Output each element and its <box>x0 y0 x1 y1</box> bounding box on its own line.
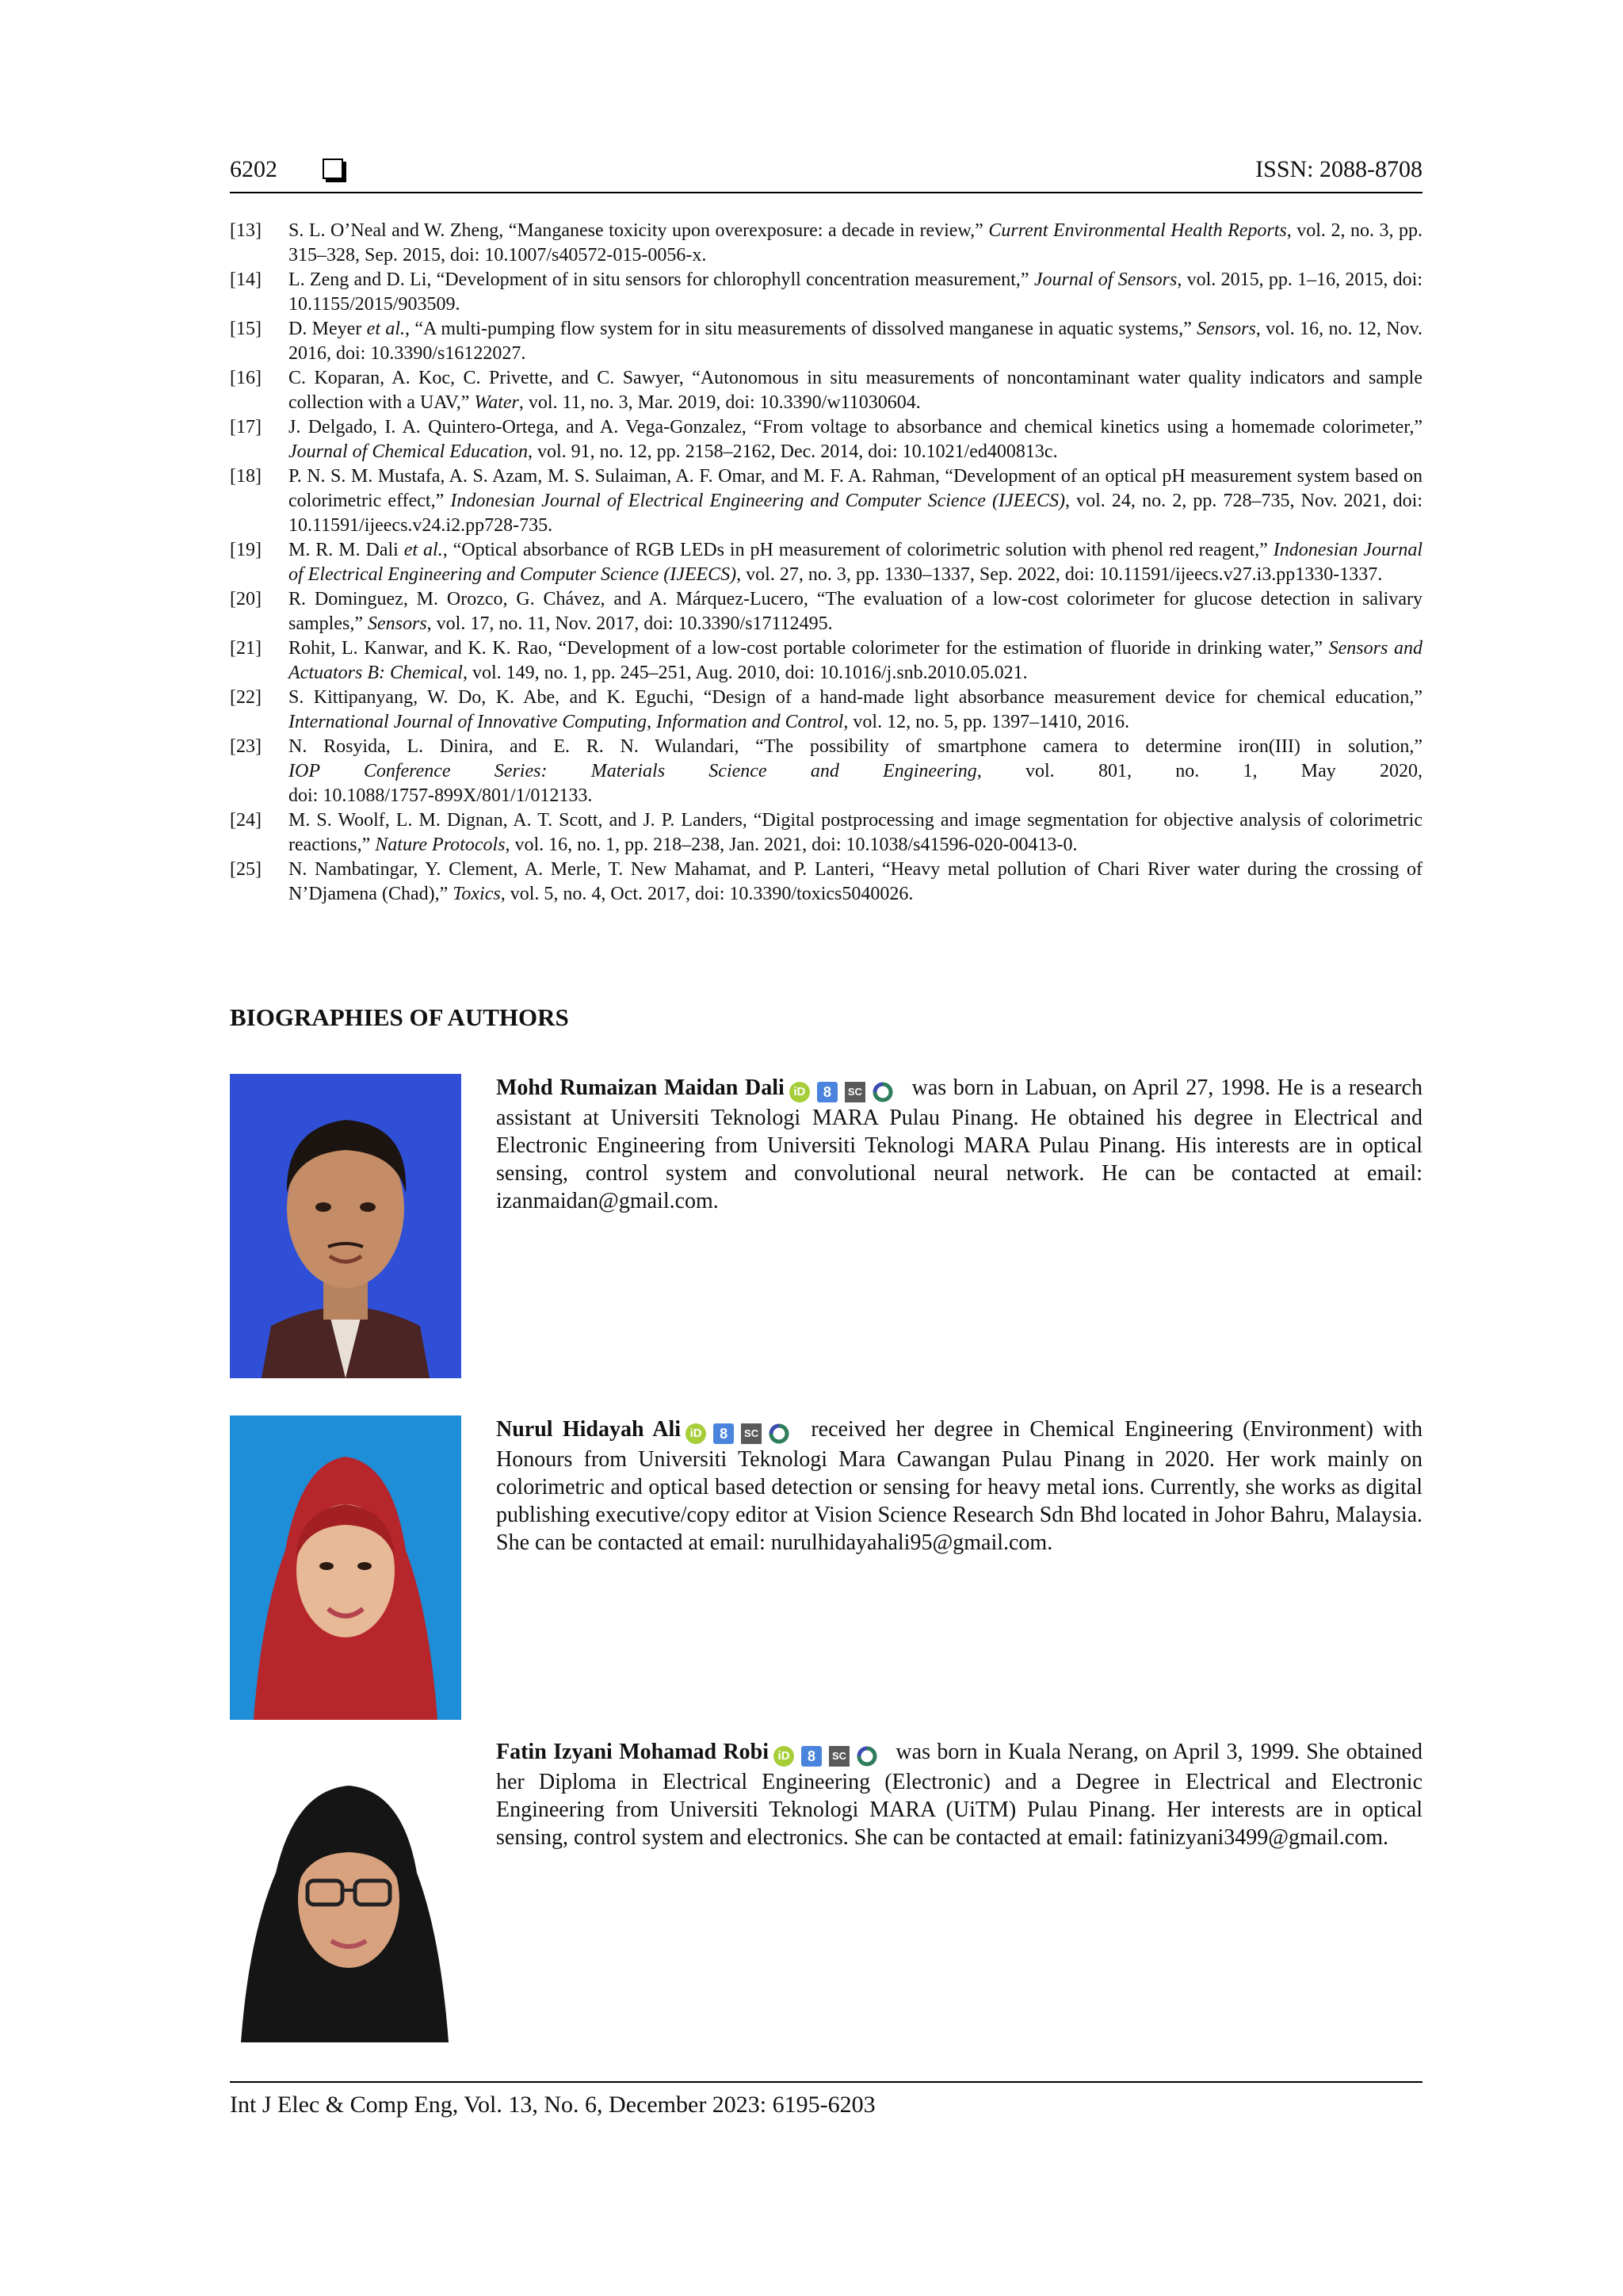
reference-number: [19] <box>230 540 262 560</box>
reference-italic-text: International Journal of Innovative Computing, Information and Control <box>288 712 844 732</box>
reference-list <box>230 219 1423 907</box>
biographies-heading: BIOGRAPHIES OF AUTHORS <box>230 1003 569 1031</box>
reference-body <box>288 686 1423 735</box>
reference-italic-text: Indonesian Journal of Electrical Engineering and Computer Science (IJEECS) <box>288 540 1423 585</box>
reference-item <box>230 366 1423 415</box>
orcid-icon[interactable]: iD <box>685 1423 706 1444</box>
reference-body <box>288 808 1423 858</box>
google-scholar-icon[interactable]: 8 <box>801 1746 822 1767</box>
reference-number: [23] <box>230 736 262 757</box>
scopus-icon[interactable]: SC <box>741 1423 762 1444</box>
reference-text: S. L. O’Neal and W. Zheng, “Manganese toxicity upon overexposure: a decade in review,” <box>288 220 989 241</box>
reference-number: [22] <box>230 687 262 708</box>
google-scholar-icon[interactable]: 8 <box>817 1082 838 1102</box>
reference-text: , vol. 27, no. 3, pp. 1330–1337, Sep. 2022, doi: 10.11591/ijeecs.v27.i3.pp1330-1337. <box>736 564 1383 585</box>
reference-item <box>230 415 1423 464</box>
reference-italic-text: Indonesian Journal of Electrical Engineering and Computer Science (IJEECS) <box>450 491 1065 511</box>
reference-number: [17] <box>230 417 262 437</box>
reference-italic-text: Sensors <box>367 613 427 634</box>
reference-body <box>288 636 1423 686</box>
reference-text: , vol. 16, no. 12, Nov. 2016, doi: 10.3390/s16122027. <box>288 319 1423 364</box>
author-name-2: Nurul Hidayah Ali <box>496 1417 682 1442</box>
reference-item <box>230 808 1423 858</box>
orcid-icon[interactable]: iD <box>773 1746 794 1767</box>
reference-line <box>288 784 1423 808</box>
reference-italic-text: Toxics <box>453 884 501 904</box>
reference-text: Rohit, L. Kanwar, and K. K. Rao, “Development of a low-cost portable colorimeter for the estimation of fluoride in drinking water,” <box>288 638 1329 659</box>
reference-italic-text: Sensors <box>1197 319 1256 339</box>
author-bio-text-2: received her degree in Chemical Engineering (Environment) with Honours from Universiti Teknologi Mara Cawangan Pulau Pinang in 2020. Her work mainly on colorimetric and optical based detection or sensing for heavy metal ions. Currently, she works as digital publishing executive/copy editor at Vision Science Research Sdn Bhd located in Johor Bahru, Malaysia. She can be contacted at email: nurulhidayahali95@gmail.com. <box>496 1417 1423 1555</box>
reference-italic-text: Water <box>474 392 519 413</box>
reference-italic-text: et al. <box>366 319 406 339</box>
author-profile-badges-3 <box>773 1740 884 1768</box>
reference-number: [18] <box>230 466 262 487</box>
reference-body <box>288 317 1423 366</box>
reference-text: , vol. 91, no. 12, pp. 2158–2162, Dec. 2014, doi: 10.1021/ed400813c. <box>527 441 1058 462</box>
page-header <box>230 154 1423 193</box>
author-profile-badges-2 <box>685 1418 796 1446</box>
publons-icon[interactable] <box>857 1746 877 1767</box>
reference-body <box>288 587 1423 636</box>
reference-item <box>230 858 1423 907</box>
reference-number: [25] <box>230 859 262 880</box>
reference-text: doi: 10.1088/1757-899X/801/1/012133. <box>288 785 593 806</box>
reference-text: , vol. 12, no. 5, pp. 1397–1410, 2016. <box>843 712 1130 732</box>
reference-text: , “Optical absorbance of RGB LEDs in pH measurement of colorimetric solution with phenol red reagent,” <box>442 540 1274 560</box>
reference-text: , vol. 24, no. 2, pp. 728–735, Nov. 2021, doi: 10.11591/ijeecs.v24.i2.pp728-735. <box>288 491 1423 536</box>
reference-text: , vol. 149, no. 1, pp. 245–251, Aug. 2010, doi: 10.1016/j.snb.2010.05.021. <box>462 663 1028 683</box>
reference-text: N. Rosyida, L. Dinira, and E. R. N. Wulandari, “The possibility of smartphone camera to determine iron(III) in solution,” <box>288 736 1423 757</box>
author-bio-text-3: was born in Kuala Nerang, on April 3, 1999. She obtained her Diploma in Electrical Engineering (Electronic) and a Degree in Electrical and Electronic Engineering from Universiti Teknologi MARA (UiTM) Pulau Pinang. Her interests are in optical sensing, control system and electronics. She can be contacted at email: fatinizyani3499@gmail.com. <box>496 1740 1423 1850</box>
reference-text: , vol. 17, no. 11, Nov. 2017, doi: 10.3390/s17112495. <box>426 613 833 634</box>
reference-body <box>288 735 1423 808</box>
reference-item <box>230 219 1423 268</box>
reference-number: [16] <box>230 368 262 388</box>
reference-item <box>230 268 1423 317</box>
author-photo-1 <box>230 1074 461 1378</box>
reference-item <box>230 686 1423 735</box>
reference-text: , vol. 2, no. 3, pp. 315–328, Sep. 2015, doi: 10.1007/s40572-015-0056-x. <box>288 220 1423 266</box>
reference-italic-text: Sensors and Actuators B: Chemical <box>288 638 1423 683</box>
reference-body <box>288 366 1423 415</box>
reference-text: L. Zeng and D. Li, “Development of in situ sensors for chlorophyll concentration measurement,” <box>288 269 1034 290</box>
reference-item <box>230 317 1423 366</box>
reference-italic-text: et al. <box>403 540 443 560</box>
reference-text: , “A multi-pumping flow system for in situ measurements of dissolved manganese in aquatic systems,” <box>405 319 1197 339</box>
reference-number: [21] <box>230 638 262 659</box>
reference-item <box>230 735 1423 808</box>
reference-text: , vol. 2015, pp. 1–16, 2015, doi: 10.1155/2015/903509. <box>288 269 1423 315</box>
reference-text: R. Dominguez, M. Orozco, G. Chávez, and A. Márquez-Lucero, “The evaluation of a low-cost colorimeter for glucose detection in salivary samples,” <box>288 589 1423 634</box>
reference-body <box>288 268 1423 317</box>
orcid-icon[interactable]: iD <box>789 1082 810 1102</box>
reference-text: M. R. M. Dali <box>288 540 404 560</box>
author-bio-text-1: was born in Labuan, on April 27, 1998. He is a research assistant at Universiti Teknologi MARA Pulau Pinang. He obtained his degree in Electrical and Electronic Engineering from Universiti Teknologi MARA Pulau Pinang. His interests are in optical sensing, control system and convolutional neural network. He can be contacted at email: izanmaidan@gmail.com. <box>496 1075 1423 1213</box>
reference-text: D. Meyer <box>288 319 367 339</box>
author-name-1: Mohd Rumaizan Maidan Dali <box>496 1075 785 1100</box>
reference-text: C. Koparan, A. Koc, C. Privette, and C. Sawyer, “Autonomous in situ measurements of noncontaminant water quality indicators and sample collection with a UAV,” <box>288 368 1423 413</box>
publons-icon[interactable] <box>769 1423 789 1444</box>
reference-text: , vol. 11, no. 3, Mar. 2019, doi: 10.3390/w11030604. <box>518 392 921 413</box>
google-scholar-icon[interactable]: 8 <box>713 1423 734 1444</box>
reference-number: [15] <box>230 319 262 339</box>
reference-line <box>288 735 1423 759</box>
scopus-icon[interactable]: SC <box>845 1082 865 1102</box>
reference-body <box>288 219 1423 268</box>
page-number: 6202 <box>230 156 277 182</box>
reference-item <box>230 636 1423 686</box>
publons-icon[interactable] <box>873 1082 893 1102</box>
author-photo-3 <box>230 1738 461 2042</box>
reference-text: J. Delgado, I. A. Quintero-Ortega, and A. Vega-Gonzalez, “From voltage to absorbance and chemical kinetics using a homemade colorimeter,” <box>288 417 1423 437</box>
author-photo-2 <box>230 1415 461 1720</box>
reference-italic-text: Journal of Chemical Education <box>288 441 528 462</box>
reference-body <box>288 464 1423 538</box>
reference-body <box>288 538 1423 587</box>
reference-number: [24] <box>230 810 262 831</box>
reference-line <box>288 759 1423 784</box>
reference-text: M. S. Woolf, L. M. Dignan, A. T. Scott, and J. P. Landers, “Digital postprocessing and image segmentation for objective analysis of colorimetric reactions,” <box>288 810 1423 855</box>
reference-italic-text: Current Environmental Health Reports <box>988 220 1287 241</box>
box-symbol-icon <box>323 159 343 179</box>
reference-italic-text: Journal of Sensors <box>1033 269 1178 290</box>
reference-body <box>288 858 1423 907</box>
author-profile-badges-1 <box>789 1076 900 1104</box>
scopus-icon[interactable]: SC <box>829 1746 850 1767</box>
reference-text: S. Kittipanyang, W. Do, K. Abe, and K. Eguchi, “Design of a hand-made light absorbance measurement device for chemical education,” <box>288 687 1423 708</box>
reference-number: [14] <box>230 269 262 290</box>
reference-text: N. Nambatingar, Y. Clement, A. Merle, T. New Mahamat, and P. Lanteri, “Heavy metal pollution of Chari River water during the crossing of N’Djamena (Chad),” <box>288 859 1423 904</box>
reference-item <box>230 587 1423 636</box>
reference-text: , vol. 5, no. 4, Oct. 2017, doi: 10.3390/toxics5040026. <box>500 884 914 904</box>
reference-text: , vol. 801, no. 1, May 2020, <box>976 761 1423 781</box>
reference-item <box>230 464 1423 538</box>
reference-text: , vol. 16, no. 1, pp. 218–238, Jan. 2021, doi: 10.1038/s41596-020-00413-0. <box>505 835 1078 855</box>
author-name-3: Fatin Izyani Mohamad Robi <box>496 1740 769 1764</box>
issn: ISSN: 2088-8708 <box>1255 156 1423 182</box>
reference-number: [20] <box>230 589 262 609</box>
page-footer: Int J Elec & Comp Eng, Vol. 13, No. 6, December 2023: 6195-6203 <box>230 2081 1423 2121</box>
reference-item <box>230 538 1423 587</box>
reference-number: [13] <box>230 220 262 241</box>
reference-text: P. N. S. M. Mustafa, A. S. Azam, M. S. Sulaiman, A. F. Omar, and M. F. A. Rahman, “Development of an optical pH measurement system based on colorimetric effect,” <box>288 466 1423 511</box>
reference-italic-text: Nature Protocols <box>375 835 506 855</box>
reference-body <box>288 415 1423 464</box>
reference-italic-text: IOP Conference Series: Materials Science and Engineering <box>288 761 977 781</box>
